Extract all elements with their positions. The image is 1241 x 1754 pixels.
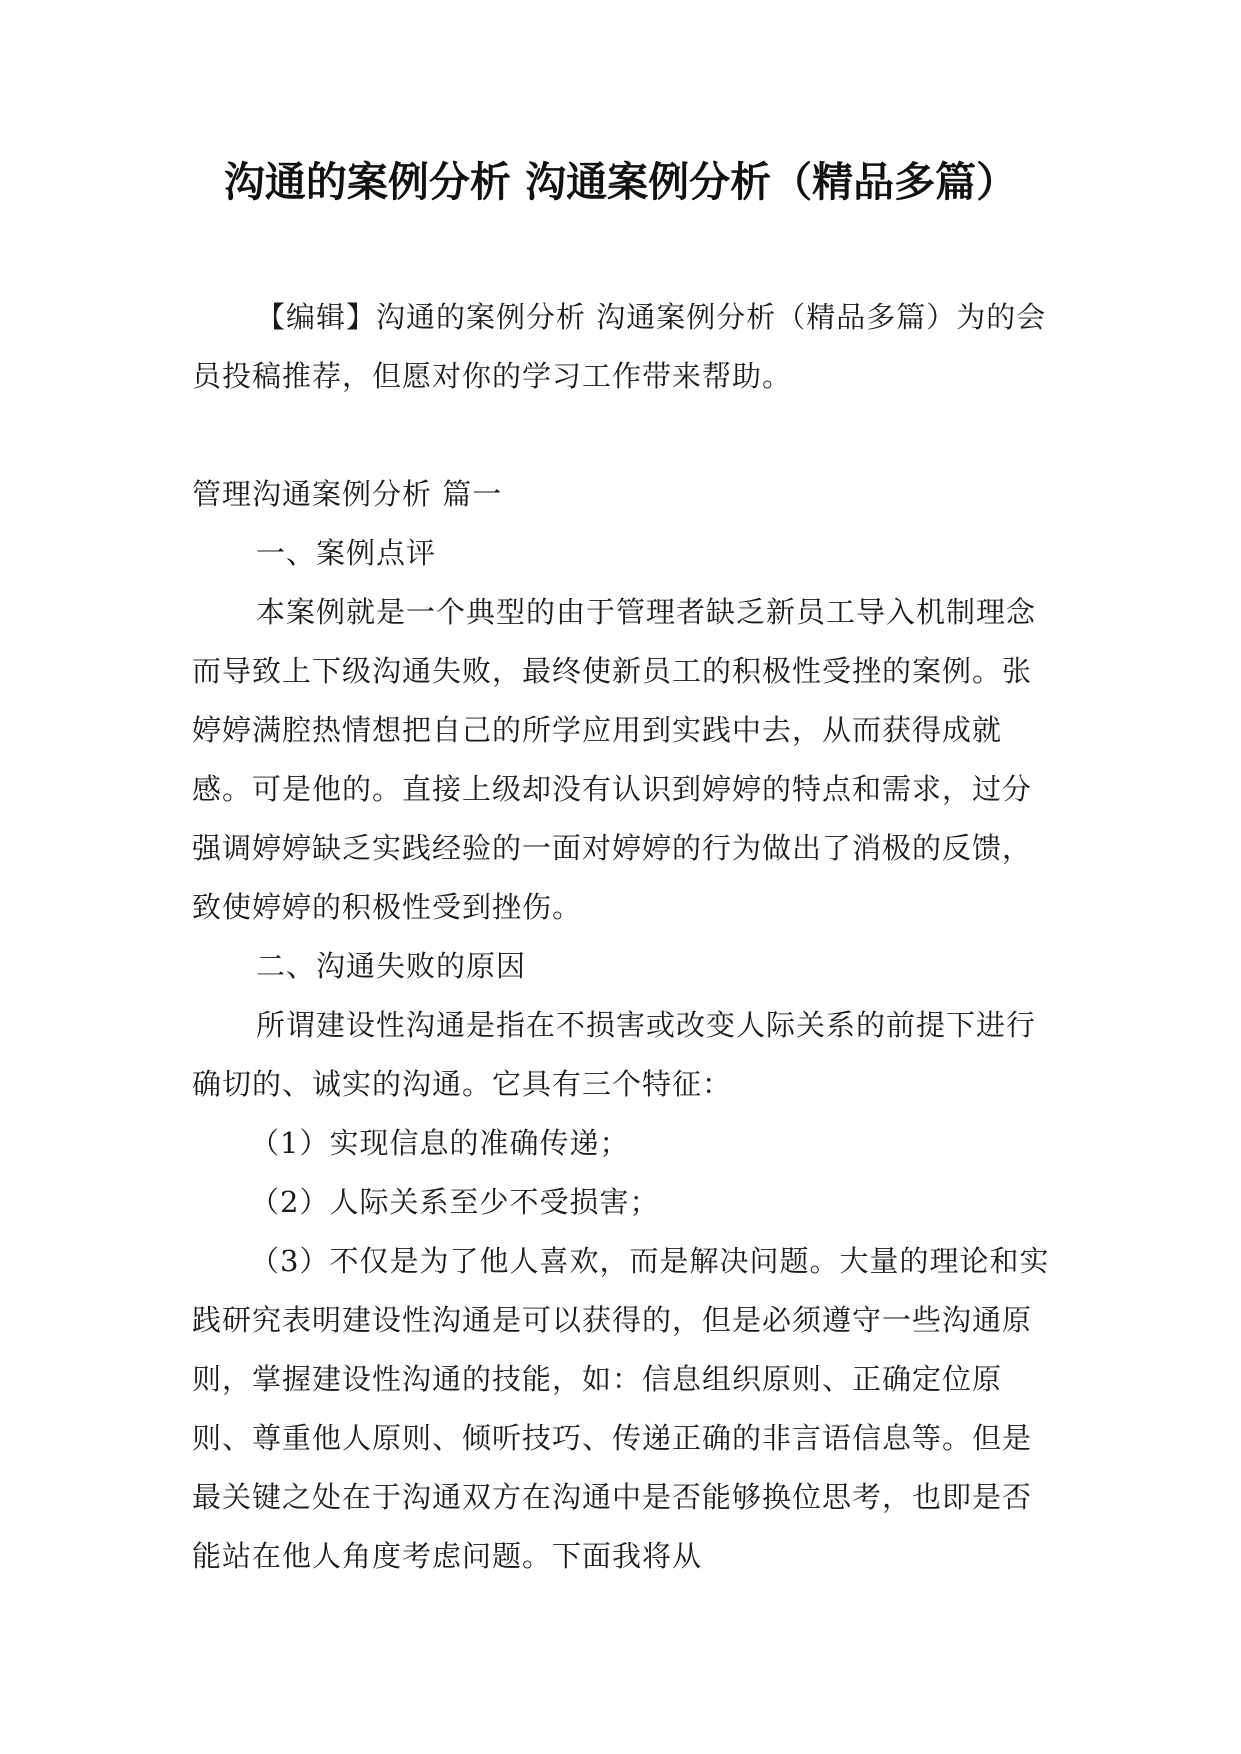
feature-item-2: （2）人际关系至少不受损害；	[250, 1185, 660, 1219]
constructive-communication-paragraph: 所谓建设性沟通是指在不损害或改变人际关系的前提下进行确切的、诚实的沟通。它具有三个特征：	[192, 1008, 1037, 1101]
sub-heading-review: 一、案例点评	[256, 536, 437, 570]
section-heading: 管理沟通案例分析 篇一	[192, 477, 503, 511]
sub-heading-reasons: 二、沟通失败的原因	[256, 949, 527, 983]
feature-item-3: （3）不仅是为了他人喜欢，而是解决问题。大量的理论和实践研究表明建设性沟通是可以获得的，但是必须遵守一些沟通原则，掌握建设性沟通的技能，如：信息组织原则、正确定位原则、尊重他人原则、倾听技巧、传递正确的非言语信息等。但是最关键之处在于沟通双方在沟通中是否能够换位思考，也即是否能站在他人角度考虑问题。下面我将从	[192, 1244, 1050, 1573]
intro-paragraph: 【编辑】沟通的案例分析 沟通案例分析（精品多篇）为的会员投稿推荐，但愿对你的学习工作带来帮助。	[192, 300, 1047, 393]
case-review-paragraph: 本案例就是一个典型的由于管理者缺乏新员工导入机制理念而导致上下级沟通失败，最终使新员工的积极性受挫的案例。张婷婷满腔热情想把自己的所学应用到实践中去，从而获得成就感。可是他的。直接上级却没有认识到婷婷的特点和需求，过分强调婷婷缺乏实践经验的一面对婷婷的行为做出了消极的反馈，致使婷婷的积极性受到挫伤。	[192, 595, 1037, 924]
document-body	[192, 288, 1052, 1586]
document-title: 沟通的案例分析 沟通案例分析（精品多篇）	[223, 158, 1018, 206]
feature-item-1: （1）实现信息的准确传递；	[250, 1126, 630, 1160]
